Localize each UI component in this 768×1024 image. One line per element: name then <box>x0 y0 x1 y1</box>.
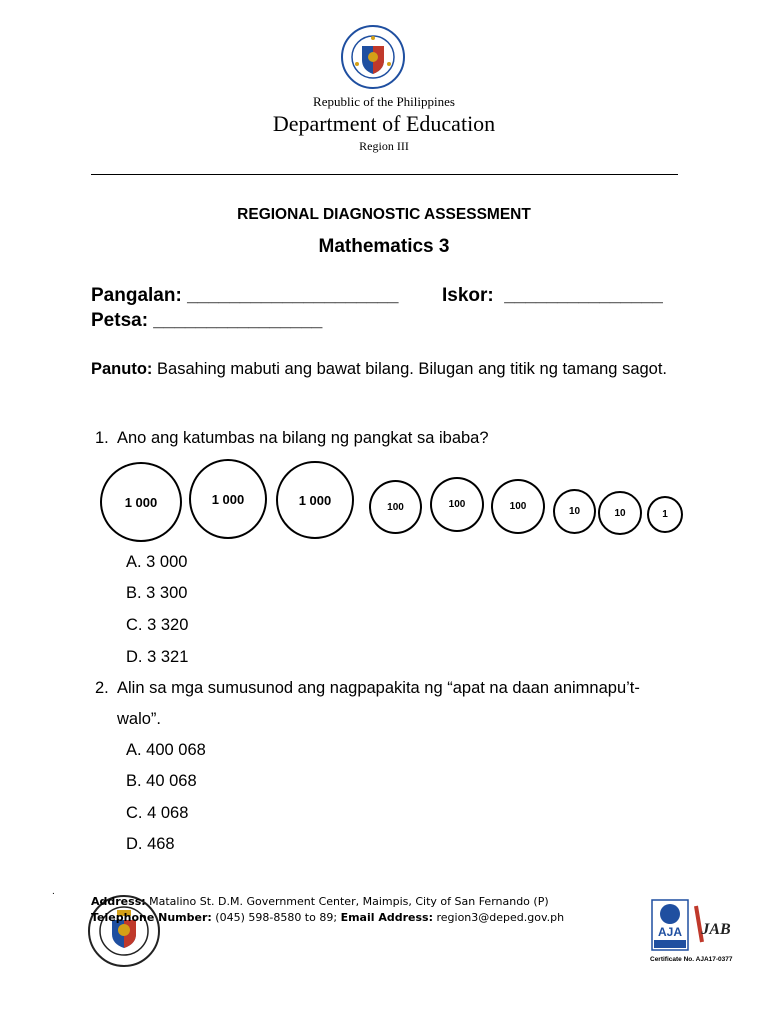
date-field[interactable]: Petsa: ________________ <box>91 310 323 331</box>
question-1-number: 1. <box>95 429 109 447</box>
circle-thousand: 1 000 <box>276 461 354 539</box>
question-2-choice-c[interactable]: C. 4 068 <box>126 804 189 822</box>
republic-line: Republic of the Philippines <box>313 94 455 109</box>
question-1-choice-b[interactable]: B. 3 300 <box>126 584 188 602</box>
header-divider <box>91 174 678 175</box>
footer-contact <box>91 911 564 924</box>
aja-jab-certification-logo <box>650 898 734 954</box>
question-2-number: 2. <box>95 679 109 697</box>
question-2-text: Alin sa mga sumusunod ang nagpapakita ng “apat na daan animnapu’t- <box>117 679 640 697</box>
instructions <box>91 354 677 385</box>
question-2-choice-a[interactable]: A. 400 068 <box>126 741 206 759</box>
circle-ten: 10 <box>598 491 642 535</box>
question-1-choice-d[interactable]: D. 3 321 <box>126 648 189 666</box>
question-1-choice-c[interactable]: C. 3 320 <box>126 616 189 634</box>
instructions-text: Basahing mabuti ang bawat bilang. Bilugan ang titik ng tamang sagot. <box>152 360 668 378</box>
stray-dot: . <box>52 886 55 897</box>
footer-address <box>91 895 549 908</box>
deped-seal-logo <box>340 24 406 90</box>
svg-text:JAB: JAB <box>701 921 731 938</box>
address-value: Matalino St. D.M. Government Center, Maimpis, City of San Fernando (P) <box>145 895 549 908</box>
circle-hundred: 100 <box>369 480 422 534</box>
instructions-label: Panuto: <box>91 360 153 378</box>
assessment-title: REGIONAL DIAGNOSTIC ASSESSMENT <box>237 206 531 223</box>
phone-label: Telephone Number: <box>91 911 212 924</box>
email-value: region3@deped.gov.ph <box>432 911 565 924</box>
question-2-text-continued: walo”. <box>117 710 162 728</box>
question-2-choice-b[interactable]: B. 40 068 <box>126 772 197 790</box>
name-field[interactable]: Pangalan: ____________________ <box>91 285 399 306</box>
circle-ten: 10 <box>553 489 596 534</box>
phone-value: (045) 598-8580 to 89; <box>211 911 341 924</box>
question-1-choice-a[interactable]: A. 3 000 <box>126 553 188 571</box>
subject-title: Mathematics 3 <box>318 236 450 257</box>
question-2-choice-d[interactable]: D. 468 <box>126 835 175 853</box>
circle-hundred: 100 <box>491 479 545 534</box>
email-label: Email Address: <box>340 911 433 924</box>
circle-thousand: 1 000 <box>100 462 182 542</box>
certificate-number: Certificate No. AJA17-0377 <box>650 956 733 963</box>
score-field[interactable]: Iskor: _______________ <box>442 285 663 306</box>
address-label: Address: <box>91 895 146 908</box>
question-1-text: Ano ang katumbas na bilang ng pangkat sa ibaba? <box>117 429 489 447</box>
region-line: Region III <box>359 139 409 153</box>
svg-text:AJA: AJA <box>657 925 683 939</box>
department-name: Department of Education <box>272 111 496 136</box>
circle-hundred: 100 <box>430 477 484 532</box>
circle-one: 1 <box>647 496 683 533</box>
circle-thousand: 1 000 <box>189 459 267 539</box>
